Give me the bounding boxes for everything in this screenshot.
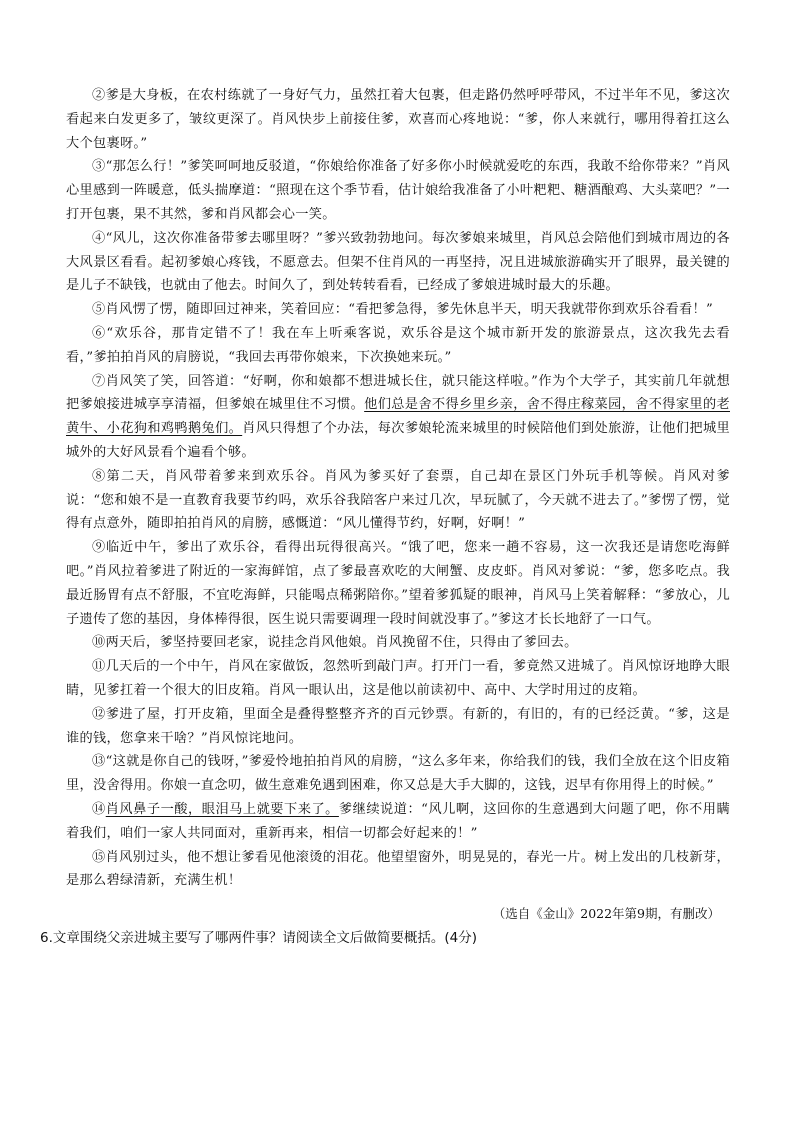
paragraph-text: 肖风别过头，他不想让爹看见他滚烫的泪花。他望望窗外，明晃晃的，春光一片。树上发出的几枝新芽，是那么碧绿清新，充满生机！	[66, 849, 730, 889]
paragraph-number: ⑥	[92, 325, 107, 341]
paragraph-text: “这就是你自己的钱呀，”爹爱怜地拍拍肖风的肩膀，“这么多年来，你给我们的钱，我们全放在这个旧皮箱里，没舍得用。你娘一直念叨，做生意难免遇到困难，你又总是大手大脚的，这钱，迟早有你用得上的时候。”	[66, 754, 730, 794]
paragraph-number: ②	[92, 88, 106, 103]
paragraph	[66, 84, 730, 155]
paragraph	[66, 703, 730, 751]
paragraph-number: ⑦	[92, 373, 106, 389]
paragraph-text: 肖风愣了愣，随即回过神来，笑着回应：“看把爹急得，爹先休息半天，明天我就带你到欢乐谷看看！”	[105, 302, 714, 318]
paragraph-text: 爹进了屋，打开皮箱，里面全是叠得整整齐齐的百元钞票。有新的，有旧的，有的已经泛黄。“爹，这是谁的钱，您拿来干啥？”肖风惊诧地问。	[66, 706, 730, 746]
paragraph-number: ⑭	[92, 801, 106, 817]
paragraph-text: “风儿，这次你准备带爹去哪里呀？”爹兴致勃勃地问。每次爹娘来城里，肖风总会陪他们到城市周边的各大风景区看看。起初爹娘心疼钱，不愿意去。但架不住肖风的一再坚持，况且进城旅游确实开了眼界，最关键的是儿子不缺钱，也就由了他去。时间久了，到处转转看看，已经成了爹娘进城时最大的乐趣。	[66, 230, 730, 294]
paragraph-number: ⑧	[92, 468, 107, 484]
paragraph-number: ⑫	[92, 706, 106, 722]
paragraph-text: 几天后的一个中午，肖风在家做饭，忽然听到敲门声。打开门一看，爹竟然又进城了。肖风惊讶地睁大眼睛，见爹扛着一个很大的旧皮箱。肖风一眼认出，这是他以前读初中、高中、大学时用过的皮箱。	[66, 659, 730, 698]
paragraph	[66, 298, 730, 322]
paragraph-number: ⑤	[92, 302, 106, 318]
paragraph	[66, 631, 730, 655]
paragraph-text: 第二天，肖风带着爹来到欢乐谷。肖风为爹买好了套票，自己却在景区门外玩手机等候。肖风对爹说：“您和娘不是一直教育我要节约吗，欢乐谷我陪客户来过几次，早玩腻了，今天就不进去了。”爹愣了愣，觉得有点意外，随即拍拍肖风的肩膀，感慨道：“风儿懂得节约，好啊，好啊！”	[66, 468, 730, 532]
paragraph-number: ④	[92, 230, 106, 246]
paragraph-text: “那怎么行！”爹笑呵呵地反驳道，“你娘给你准备了好多你小时候就爱吃的东西，我敢不给你带来？”肖风心里感到一阵暖意，低头揣摩道：“照现在这个季节看，估计娘给我准备了小叶粑粑、糖酒酿鸡、大头菜吧？”一打开包裹，果不其然，爹和肖风都会心一笑。	[66, 159, 730, 222]
paragraph-number: ⑩	[92, 635, 106, 651]
paragraph-number: ⑮	[92, 849, 106, 865]
paragraph-text: 肖风笑了笑，回答道：“好啊，你和娘都不想进城长住，就只能这样啦。”作为个大学子，其实前几年就想把爹娘接进城享享清福，但爹娘在城里住不习惯。	[66, 373, 730, 413]
source-citation: （选自《金山》2022年第9期，有删改）	[492, 906, 720, 922]
paragraph-text: 爹继续说道：“风儿啊，这回你的生意遇到大问题了吧，你不用瞒着我们，咱们一家人共同面对，重新再来，相信一切都会好起来的！”	[66, 801, 730, 841]
paragraph-number: ⑪	[92, 659, 106, 675]
article-body	[66, 84, 730, 893]
paragraph	[66, 322, 730, 370]
paragraph	[66, 750, 730, 798]
paragraph	[66, 155, 730, 226]
paragraph	[66, 465, 730, 536]
paragraph	[66, 227, 730, 298]
paragraph-text: “欢乐谷，那肯定错不了！我在车上听乘客说，欢乐谷是这个城市新开发的旅游景点，这次我先去看看，”爹拍拍肖风的肩膀说，“我回去再带你娘来，下次换她来玩。”	[66, 325, 730, 365]
paragraph	[66, 798, 730, 846]
paragraph-text: 爹是大身板，在农村练就了一身好气力，虽然扛着大包裹，但走路仍然呼呼带风，不过半年不见，爹这次看起来白发更多了，皱纹更深了。肖风快步上前接住爹，欢喜而心疼地说：“爹，你人来就行，哪用得着扛这么大个包裹呀。”	[66, 88, 730, 151]
paragraph-number: ③	[92, 159, 106, 175]
question-6: 6.文章围绕父亲进城主要写了哪两件事？请阅读全文后做简要概括。(4分)	[40, 930, 478, 947]
paragraph-text: 临近中午，爹出了欢乐谷，看得出玩得很高兴。“饿了吧，您来一趟不容易，这一次我还是请您吃海鲜吧。”肖风拉着爹进了附近的一家海鲜馆，点了爹最喜欢吃的大闸蟹、皮皮虾。肖风对爹说：“爹，您多吃点。我最近肠胃有点不舒服，不宜吃海鲜，只能喝点稀粥陪你。”望着爹狐疑的眼神，肖风马上笑着解释：“爹放心，儿子遗传了您的基因，身体棒得很，医生说只需要调理一段时间就没事了。”爹这才长长地舒了一口气。	[66, 540, 730, 627]
underlined-sentence: 肖风鼻子一酸，眼泪马上就要下来了。	[105, 801, 339, 817]
paragraph	[66, 846, 730, 894]
underlined-sentence: 他们总是舍不得乡里乡亲，舍不得庄稼菜园，舍不得家里的老黄牛、小花狗和鸡鸭鹅兔们。	[66, 397, 730, 437]
paragraph	[66, 536, 730, 631]
paragraph-text: 肖风只得想了个办法，每次爹娘轮流来城里的时候陪他们到处旅游，让他们把城里城外的大好风景看个遍看个够。	[66, 421, 731, 460]
paragraph-number: ⑬	[92, 754, 106, 770]
paragraph	[66, 655, 730, 703]
paragraph-number: ⑨	[92, 540, 107, 556]
paragraph	[66, 370, 730, 465]
paragraph-text: 两天后，爹坚持要回老家，说挂念肖风他娘。肖风挽留不住，只得由了爹回去。	[105, 635, 578, 651]
